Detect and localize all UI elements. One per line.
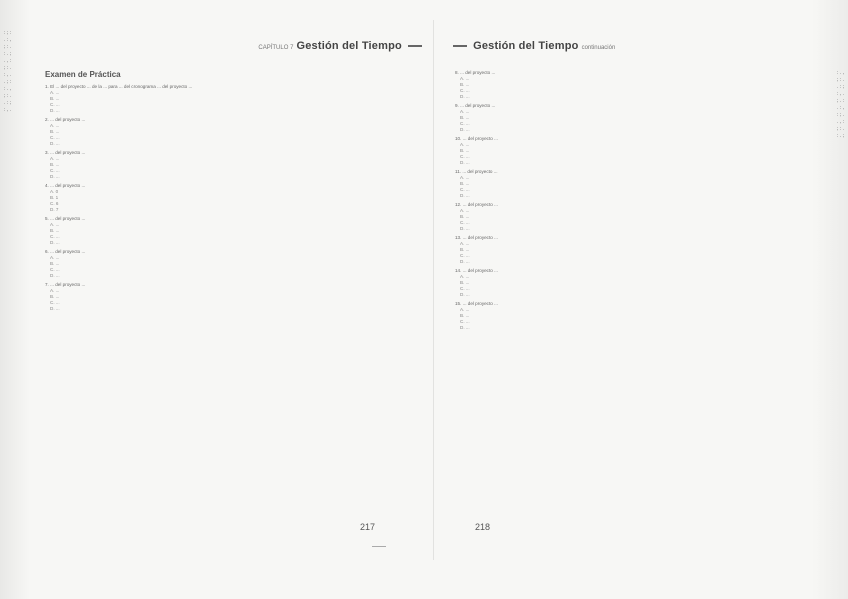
answer-option: A. ... [460, 175, 470, 180]
bottom-mark [372, 546, 386, 547]
question-stem: 6. ... del proyecto ... [45, 249, 86, 254]
answer-option: A. ... [460, 241, 470, 246]
page-number: 218 [475, 522, 491, 532]
right-question-list [455, 70, 795, 334]
answer-option: C. ... [50, 102, 60, 107]
question-item [45, 150, 405, 180]
answer-option: B. ... [460, 214, 470, 219]
answer-option: D. ... [460, 259, 470, 264]
question-item [455, 235, 795, 265]
answer-option: C. ... [50, 300, 60, 305]
answer-option: A. ... [460, 274, 470, 279]
question-item [455, 70, 795, 100]
answer-option: C. ... [460, 220, 470, 225]
question-stem: 13. ... del proyecto ... [455, 235, 498, 240]
answer-option: C. ... [50, 168, 60, 173]
question-item [455, 202, 795, 232]
header-rule [408, 45, 422, 47]
question-item [455, 169, 795, 199]
question-item [45, 117, 405, 147]
question-stem: 8. ... del proyecto ... [455, 70, 496, 75]
answer-option: A. ... [460, 208, 470, 213]
question-item [455, 136, 795, 166]
answer-option: D. ... [460, 226, 470, 231]
answer-option: D. 7 [50, 207, 59, 212]
answer-option: A. ... [460, 142, 470, 147]
question-stem: 9. ... del proyecto ... [455, 103, 496, 108]
answer-option: A. ... [50, 156, 60, 161]
left-page-header [258, 40, 425, 52]
answer-option: B. ... [50, 129, 60, 134]
answer-option: B. ... [460, 280, 470, 285]
answer-option: D. ... [460, 127, 470, 132]
header-chapter: CAPÍTULO 7 [258, 45, 294, 51]
right-edge-noise: :., ;:. .:; :,. ;.: .:, :;. .,: ;:. :.; [835, 70, 845, 139]
question-item [45, 183, 405, 213]
question-stem: 7. ... del proyecto ... [45, 282, 86, 287]
answer-option: B. ... [50, 294, 60, 299]
answer-option: B. ... [460, 247, 470, 252]
answer-option: C. ... [50, 267, 60, 272]
question-stem: 5. ... del proyecto ... [45, 216, 86, 221]
answer-option: A. ... [50, 255, 60, 260]
answer-option: D. ... [50, 240, 60, 245]
header-title: Gestión del Tiempo [296, 40, 402, 52]
answer-option: A. ... [50, 123, 60, 128]
question-stem: 11. ... del proyecto ... [455, 169, 498, 174]
answer-option: B. ... [50, 228, 60, 233]
answer-option: A. ... [50, 90, 60, 95]
answer-option: A. ... [50, 288, 60, 293]
answer-option: B. ... [50, 96, 60, 101]
answer-option: C. 6 [50, 201, 59, 206]
answer-option: D. ... [460, 94, 470, 99]
question-item [455, 301, 795, 331]
answer-option: A. ... [50, 222, 60, 227]
answer-option: C. ... [50, 135, 60, 140]
answer-option: B. ... [460, 313, 470, 318]
answer-option: D. ... [50, 306, 60, 311]
header-rule [453, 45, 467, 47]
header-continued: continuación [581, 45, 616, 51]
answer-option: D. ... [460, 160, 470, 165]
answer-option: D. ... [50, 174, 60, 179]
answer-option: C. ... [460, 154, 470, 159]
answer-option: B. ... [460, 82, 470, 87]
answer-option: D. ... [460, 193, 470, 198]
answer-option: B. ... [460, 115, 470, 120]
question-stem: 14. ... del proyecto ... [455, 268, 498, 273]
answer-option: C. ... [50, 234, 60, 239]
answer-option: C. ... [460, 253, 470, 258]
answer-option: D. ... [50, 273, 60, 278]
answer-option: A. 0 [50, 189, 59, 194]
page-number: 217 [359, 522, 375, 532]
answer-option: C. ... [460, 286, 470, 291]
answer-option: C. ... [460, 187, 470, 192]
header-title: Gestión del Tiempo [473, 40, 579, 52]
answer-option: D. ... [50, 108, 60, 113]
question-stem: 4. ... del proyecto ... [45, 183, 86, 188]
answer-option: C. ... [460, 121, 470, 126]
answer-option: A. ... [460, 76, 470, 81]
question-stem: 1. El ... del proyecto ... de la ... para ... del cronograma ... del proyecto ... [45, 84, 193, 89]
answer-option: B. ... [460, 148, 470, 153]
left-page [45, 30, 425, 540]
question-item [455, 103, 795, 133]
question-item [45, 84, 405, 114]
answer-option: D. ... [50, 141, 60, 146]
answer-option: C. ... [460, 88, 470, 93]
question-item [45, 216, 405, 246]
question-stem: 2. ... del proyecto ... [45, 117, 86, 122]
section-title: Examen de Práctica [45, 70, 121, 79]
question-item [45, 249, 405, 279]
answer-option: A. ... [460, 109, 470, 114]
question-stem: 3. ... del proyecto ... [45, 150, 86, 155]
answer-option: A. ... [460, 307, 470, 312]
question-item [455, 268, 795, 298]
answer-option: C. ... [460, 319, 470, 324]
book-fold [433, 20, 434, 560]
answer-option: B. ... [50, 261, 60, 266]
left-edge-noise: :;: .:, ;:. :.; .,: ;:. :,. .;: :., ;:. .:; :,. [3, 30, 13, 113]
question-stem: 15. ... del proyecto ... [455, 301, 498, 306]
answer-option: B. ... [50, 162, 60, 167]
answer-option: D. ... [460, 325, 470, 330]
right-page [445, 30, 815, 540]
answer-option: B. 1 [50, 195, 59, 200]
question-stem: 10. ... del proyecto ... [455, 136, 498, 141]
question-stem: 12. ... del proyecto ... [455, 202, 498, 207]
left-question-list [45, 84, 405, 315]
right-page-header [450, 40, 615, 52]
answer-option: D. ... [460, 292, 470, 297]
answer-option: B. ... [460, 181, 470, 186]
question-item [45, 282, 405, 312]
